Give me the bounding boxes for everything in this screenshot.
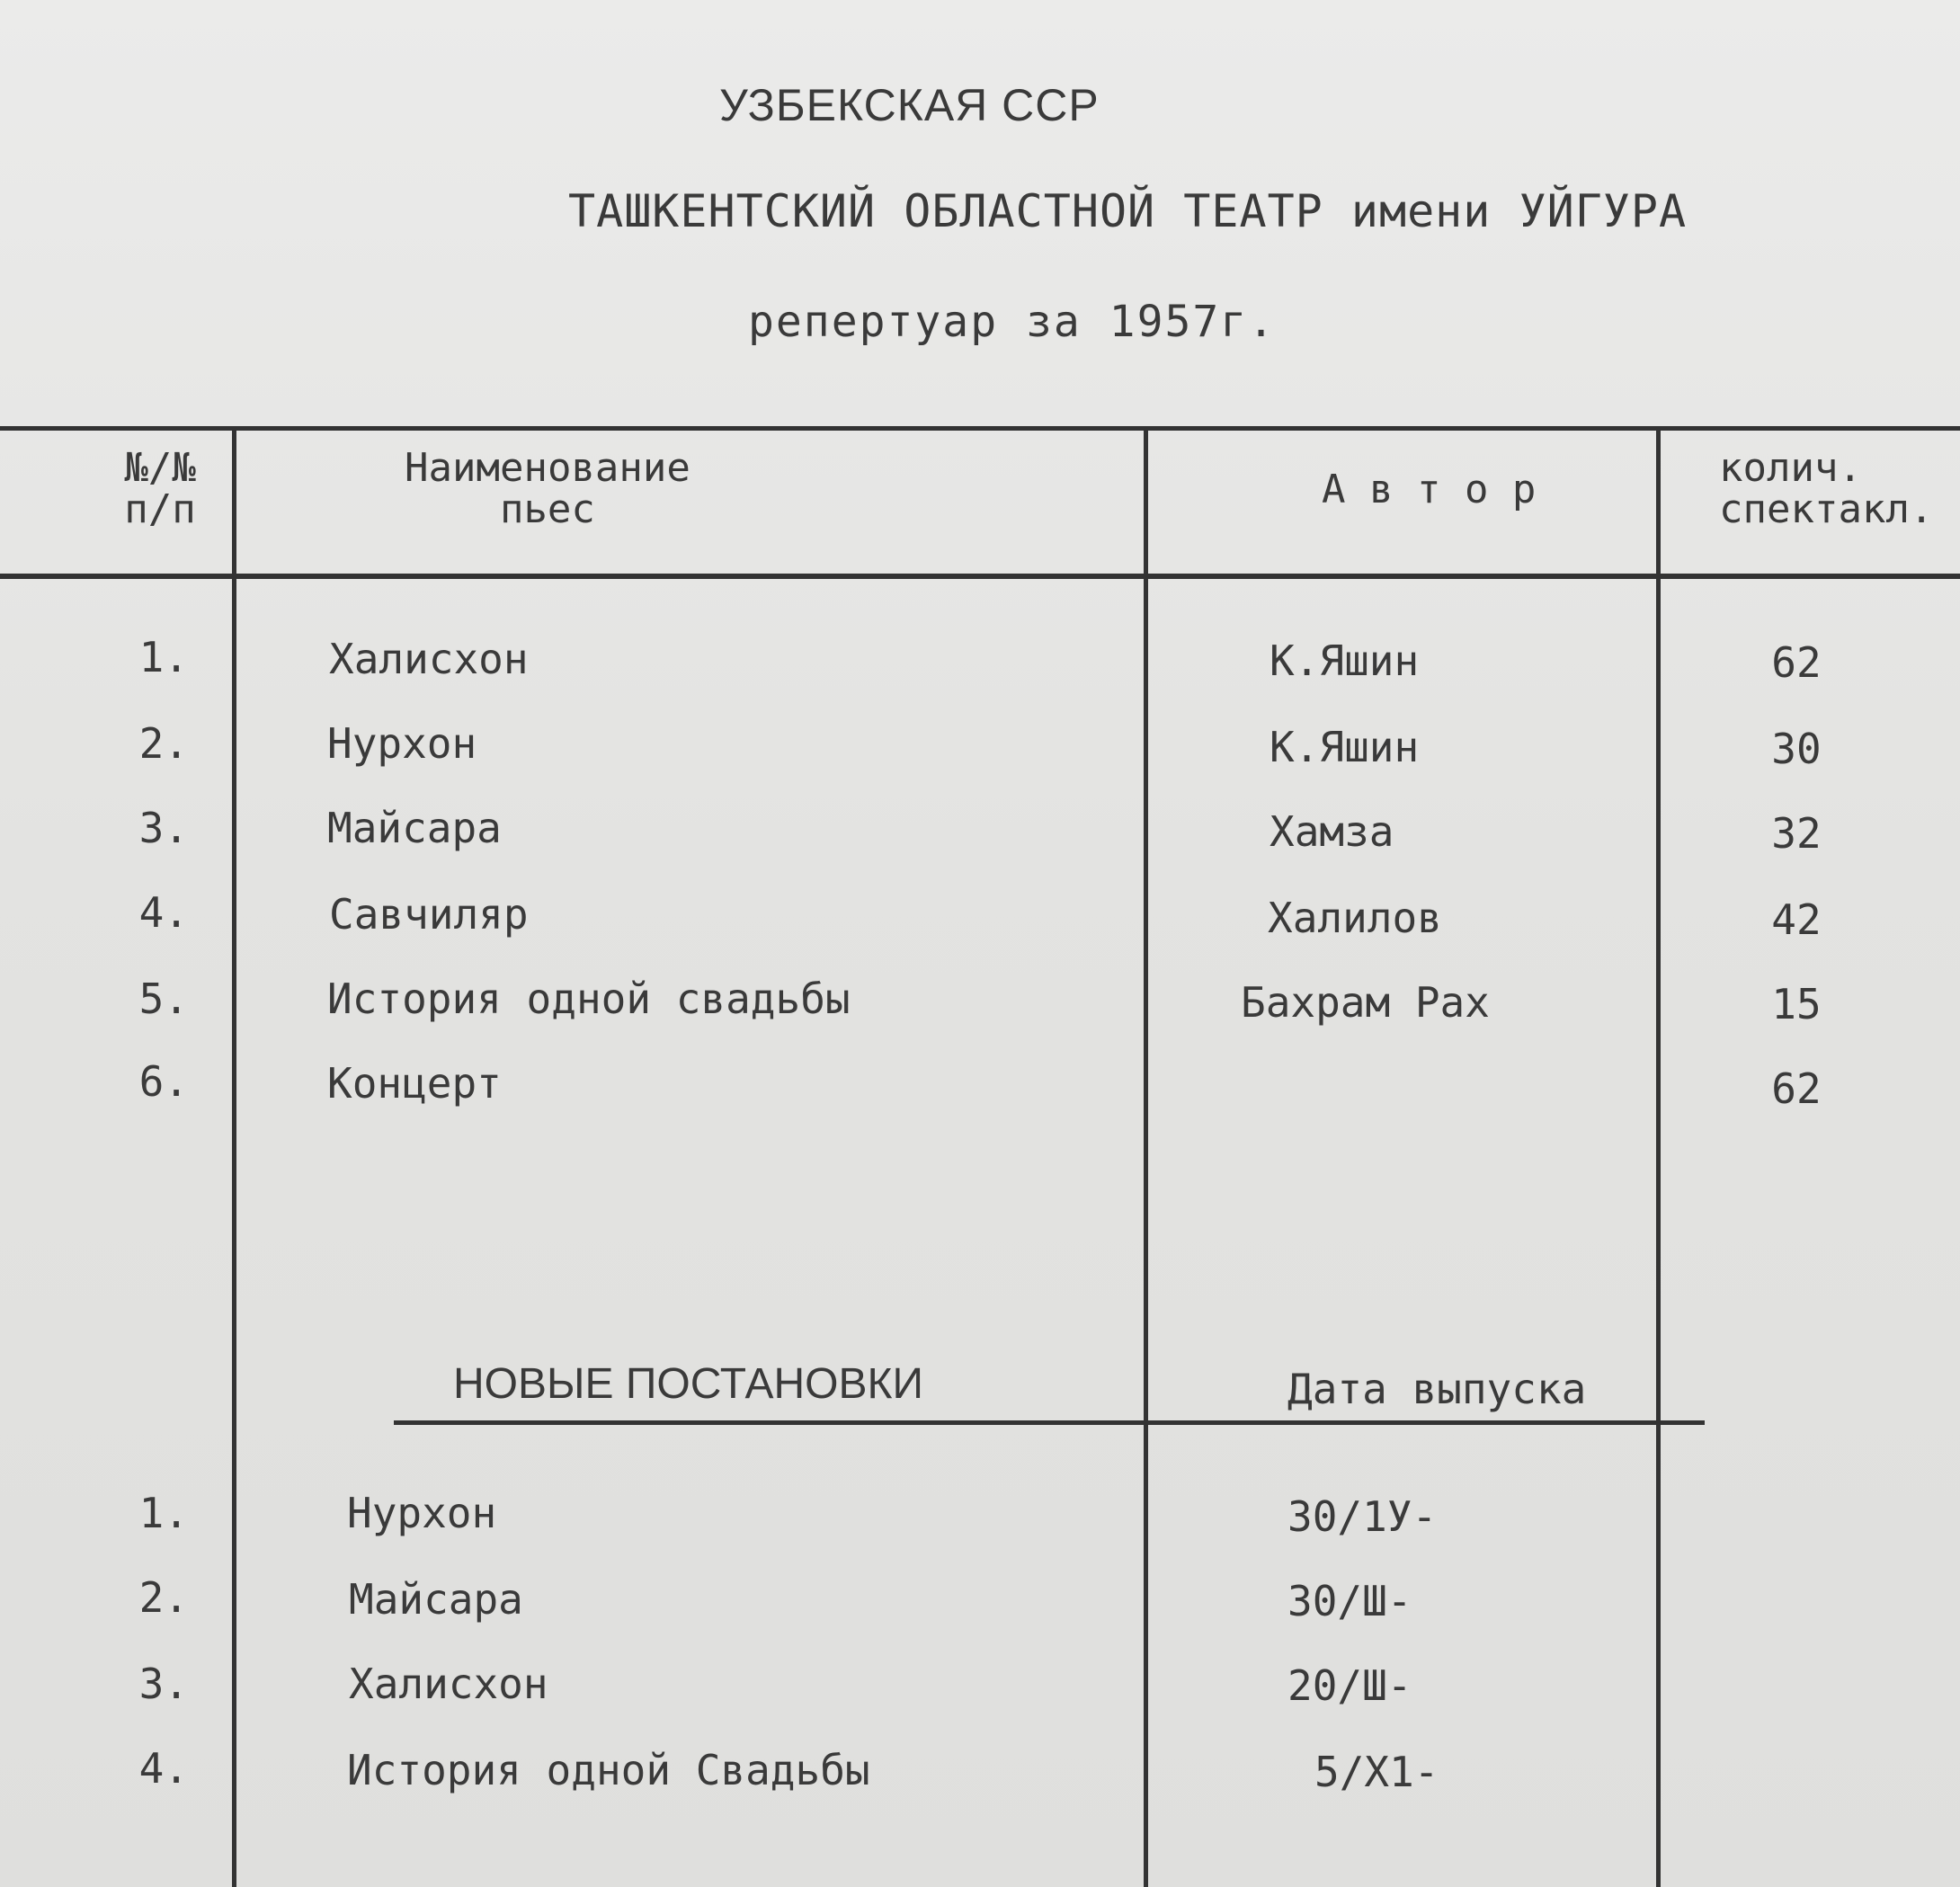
play-author: Хамза xyxy=(1270,807,1394,856)
republic-heading: УЗБЕКСКАЯ ССР xyxy=(719,80,1100,130)
row-number: 3. xyxy=(138,804,189,852)
col-header-number-line1: №/№ xyxy=(124,445,196,491)
new-productions-rule xyxy=(394,1420,1705,1425)
col-header-title xyxy=(405,445,690,533)
col-header-count-line2: спектакл. xyxy=(1719,486,1934,533)
col-header-author: А в т о р xyxy=(1322,467,1537,512)
play-title: Савчиляр xyxy=(329,890,529,939)
play-title: Халисхон xyxy=(329,635,529,683)
play-title: Концерт xyxy=(327,1059,502,1108)
release-date: 5/Х1- xyxy=(1314,1748,1439,1796)
row-number: 4. xyxy=(138,888,189,937)
play-title: История одной свадьбы xyxy=(327,975,851,1023)
theatre-heading: ТАШКЕНТСКИЙ ОБЛАСТНОЙ ТЕАТР имени УЙГУРА xyxy=(568,185,1688,237)
repertoire-subtitle: репертуар за 1957г. xyxy=(748,297,1277,347)
production-title: Халисхон xyxy=(349,1660,548,1708)
production-title: Нурхон xyxy=(347,1489,497,1537)
column-divider-1 xyxy=(232,426,236,1887)
play-author: К.Яшин xyxy=(1270,723,1420,771)
release-date-heading: Дата выпуска xyxy=(1287,1365,1587,1413)
play-title: Майсара xyxy=(327,804,502,852)
col-header-number xyxy=(115,445,205,533)
col-header-count xyxy=(1719,445,1934,533)
play-author: Бахрам Рах xyxy=(1241,978,1490,1027)
play-title: Нурхон xyxy=(327,719,477,768)
production-title: История одной Свадьбы xyxy=(347,1746,870,1794)
row-number: 1. xyxy=(138,1489,189,1537)
row-number: 2. xyxy=(138,1573,189,1622)
release-date: 20/Ш- xyxy=(1287,1661,1412,1710)
play-author: К.Яшин xyxy=(1270,636,1420,685)
row-number: 1. xyxy=(138,633,189,681)
performance-count: 62 xyxy=(1771,1064,1822,1113)
row-number: 4. xyxy=(138,1744,189,1793)
new-productions-heading: НОВЫЕ ПОСТАНОВКИ xyxy=(453,1360,923,1408)
column-divider-2 xyxy=(1144,426,1148,1887)
table-top-rule xyxy=(0,426,1960,431)
column-divider-3 xyxy=(1656,426,1661,1887)
row-number: 3. xyxy=(138,1660,189,1708)
col-header-title-line2: пьес xyxy=(499,486,595,533)
release-date: 30/Ш- xyxy=(1287,1577,1412,1625)
performance-count: 32 xyxy=(1771,809,1822,858)
release-date: 30/1У- xyxy=(1287,1492,1438,1541)
col-header-number-line2: п/п xyxy=(124,486,196,533)
table-header-rule xyxy=(0,574,1960,579)
row-number: 5. xyxy=(138,975,189,1023)
row-number: 6. xyxy=(138,1057,189,1106)
performance-count: 30 xyxy=(1771,725,1822,773)
production-title: Майсара xyxy=(349,1575,523,1624)
play-author: Халилов xyxy=(1268,894,1442,942)
col-header-count-line1: колич. xyxy=(1719,445,1862,491)
row-number: 2. xyxy=(138,719,189,768)
performance-count: 15 xyxy=(1771,980,1822,1028)
col-header-title-line1: Наименование xyxy=(405,445,690,491)
performance-count: 62 xyxy=(1771,638,1822,687)
performance-count: 42 xyxy=(1771,895,1822,944)
